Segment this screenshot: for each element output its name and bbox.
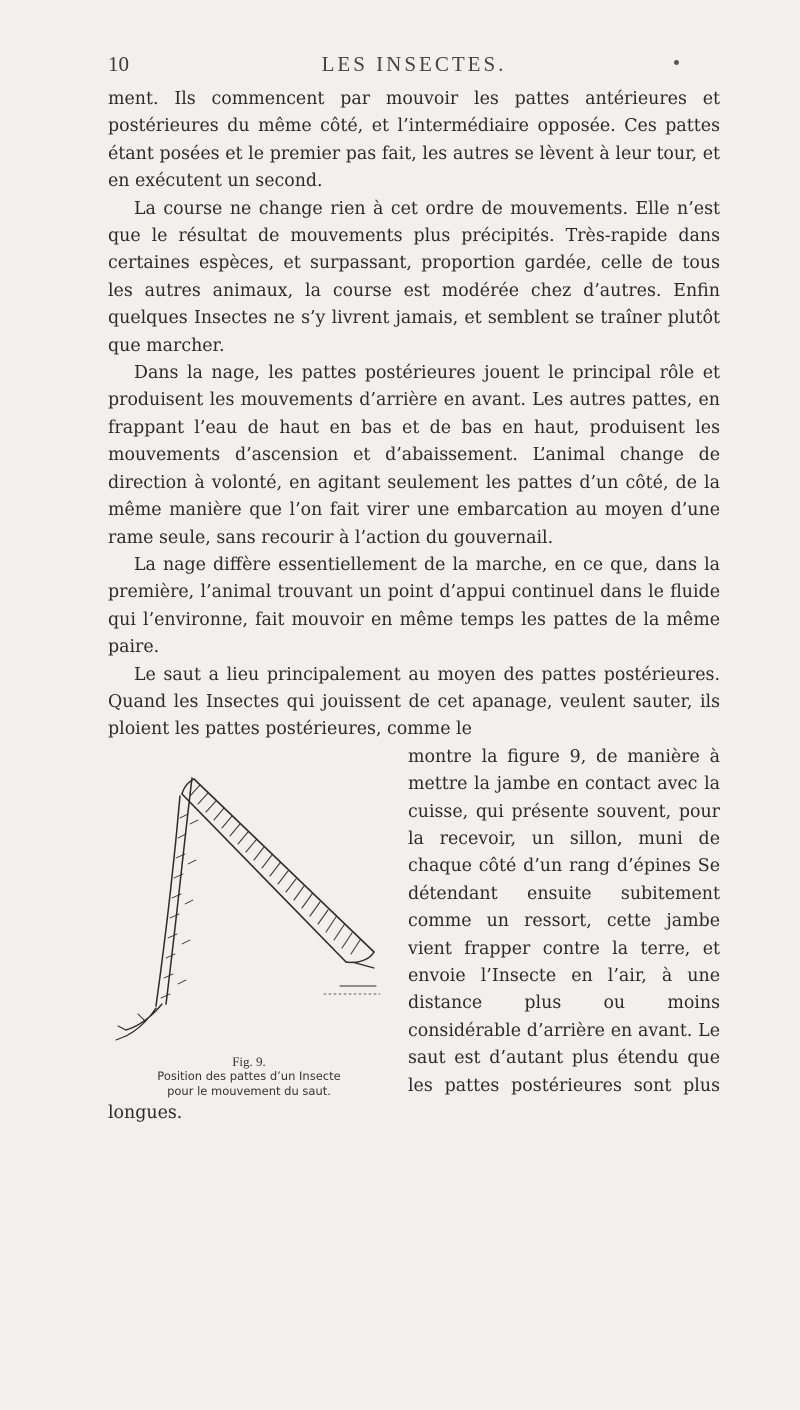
caption-line: pour le mouvement du saut.	[167, 1083, 331, 1098]
page-number: 10	[108, 52, 129, 76]
caption-line: Position des pattes d’un Insecte	[157, 1068, 341, 1083]
figure-9	[104, 754, 394, 1098]
print-mark	[674, 60, 679, 65]
paragraph: Dans la nage, les pattes postérieures jouent le principal rôle et produisent les mouvements d’arrière en avant. Les autres pattes, en frappant l’eau de haut en bas et de bas en haut, produisent les mouvements d’ascension et d’abaissement. L’animal change de direction à volonté, en agitant seulement les pattes d’un côté, de la même manière que l’on fait virer une embarcation au moyen d’une rame seule, sans recourir à l’action du gouvernail.	[108, 363, 720, 548]
page-header	[108, 52, 720, 82]
figure-caption	[104, 1054, 394, 1099]
paragraph: montre la figure 9, de manière à mettre la jambe en contact avec la cuisse, qui présente souvent, pour la recevoir, un sillon, muni de chaque côté d’un rang d’épines Se détendant ensuite subitement comme un ressort, cette jambe vient frapper contre la terre, et envoie l’Insecte en l’air, à une distance plus ou moins considérable d’arrière en avant. Le saut est d’autant plus étendu que les pattes postérieures sont plus longues.	[108, 746, 720, 1124]
running-title: LES INSECTES.	[321, 52, 507, 76]
paragraph: ment. Ils commencent par mouvoir les pattes antérieures et postérieures du même côté, et l’intermédiaire opposée. Ces pattes étant posées et le premier pas fait, les autres se lèvent à leur tour, et en exécutent un second.	[108, 89, 720, 192]
paragraph: La nage diffère essentiellement de la marche, en ce que, dans la première, l’animal trouvant un point d’appui continuel dans le fluide qui l’environne, fait mouvoir en même temps les pattes de la même paire.	[108, 554, 720, 658]
paragraph: Le saut a lieu principalement au moyen des pattes postérieures. Quand les Insectes qui jouissent de cet apanage, veulent sauter, ils ploient les pattes postérieures, comme le	[108, 664, 720, 740]
figure-label: Fig. 9.	[232, 1053, 266, 1069]
body-text	[108, 86, 720, 1127]
insect-leg-engraving-icon	[104, 754, 394, 1054]
paragraph: La course ne change rien à cet ordre de mouvements. Elle n’est que le résultat de mouvements plus précipités. Très-rapide dans certaines espèces, et surpassant, proportion gardée, celle de tous les autres animaux, la course est modérée chez d’autres. Enfin quelques Insectes ne s’y livrent jamais, et semblent se traîner plutôt que marcher.	[108, 198, 720, 356]
